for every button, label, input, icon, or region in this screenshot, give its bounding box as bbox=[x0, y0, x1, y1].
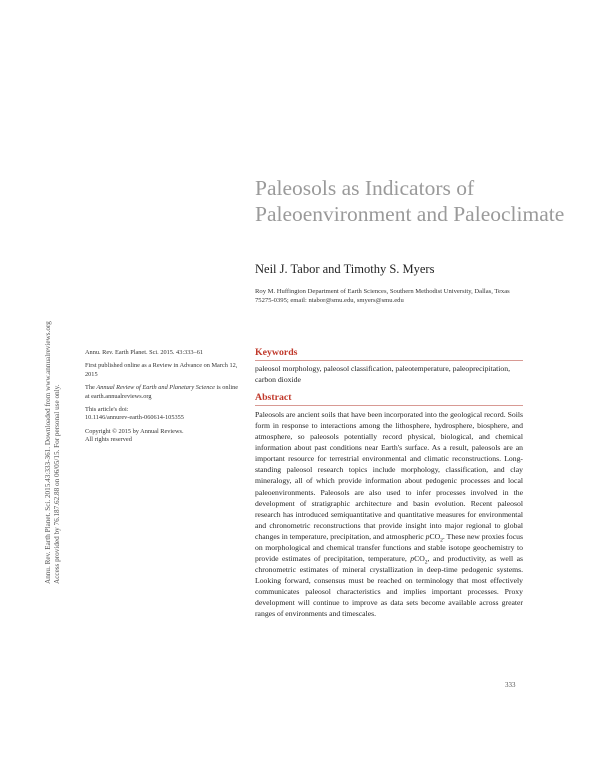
abstract-text-3: , and productivity, as well as chronometric estimates of mineral crystallization in deep-time pedogenic systems. Looking forward, consensus must be reached on terminology that most effectively communicates paleosol characteristics and implies important processes. Proxy development will continue to improve as data sets become available across greater ranges of environments and timescales. bbox=[255, 554, 523, 619]
journal-prefix: The bbox=[85, 384, 97, 392]
abstract-divider bbox=[255, 405, 523, 406]
article-authors: Neil J. Tabor and Timothy S. Myers bbox=[255, 262, 435, 276]
download-notice-line-2: Access provided by 76.187.62.88 on 06/05/15. For personal use only. bbox=[53, 384, 62, 584]
author-affiliation: Roy M. Huffington Department of Earth Sciences, Southern Methodist University, Dallas, Texas 75275-0395; email: ntabor@smu.edu, smyers@smu.edu bbox=[255, 288, 510, 304]
abstract-heading: Abstract bbox=[255, 392, 292, 403]
download-notice bbox=[44, 244, 80, 584]
keywords-heading: Keywords bbox=[255, 347, 298, 358]
abstract-sub-1: 2 bbox=[440, 537, 443, 544]
abstract-sub-2: 2 bbox=[424, 559, 428, 566]
journal-name: Annual Review of Earth and Planetary Science bbox=[96, 384, 215, 392]
copyright-block bbox=[85, 428, 243, 445]
article-title: Paleosols as Indicators of Paleoenvironment and Paleoclimate bbox=[255, 176, 565, 226]
article-metadata bbox=[85, 349, 243, 450]
doi: 10.1146/annurev-earth-060614-105355 bbox=[85, 414, 184, 422]
citation: Annu. Rev. Earth Planet. Sci. 2015. 43:333–61 bbox=[85, 349, 203, 356]
keywords-list: paleosol morphology, paleosol classification, paleotemperature, paleoprecipitation, carbon dioxide bbox=[255, 364, 511, 384]
abstract-co-1: CO bbox=[429, 531, 441, 541]
doi-block bbox=[85, 406, 243, 423]
abstract-p-1: p bbox=[425, 531, 430, 541]
abstract-text-1: Paleosols are ancient soils that have been incorporated into the geological record. Soils form in response to interactions among the lithosphere, hydrosphere, biosphere, and atmosphere, so paleosols potentially record physical, biological, and chemical information about past conditions near Earth's surface. As a result, paleosols are an important resource for terrestrial environmental and climatic reconstructions. Long-standing paleosol research topics include morphology, classification, and clay mineralogy, all of which provide information about pedogenic processes and local paleoenvironments. Paleosols are also used to infer processes involved in the development of stratigraphic architecture and basin evolution. Recent paleosol research has introduced semiquantitative and quantitative measures for environmental and chronometric reconstructions that provide insight into major regional to global changes in temperature, precipitation, and atmospheric bbox=[255, 410, 523, 541]
doi-label: This article's doi: bbox=[85, 406, 129, 414]
page-number: 333 bbox=[505, 681, 516, 689]
copyright: Copyright © 2015 by Annual Reviews. bbox=[85, 427, 184, 435]
journal-suffix: is online at earth.annualreviews.org bbox=[85, 384, 239, 400]
abstract-co-2: CO bbox=[414, 554, 425, 564]
abstract-p-2: p bbox=[410, 554, 415, 564]
download-notice-line-1: Annu. Rev. Earth Planet. Sci. 2015.43:333-361. Downloaded from www.annualreviews.org bbox=[44, 321, 52, 584]
journal-online-note bbox=[85, 384, 243, 401]
first-published: First published online as a Review in Advance on March 12, 2015 bbox=[85, 362, 238, 378]
abstract-body bbox=[255, 409, 523, 619]
abstract-text-2: . These new proxies focus on morphological and chemical transfer functions and stable isotope geochemistry to provide estimates of precipitation, temperature, bbox=[255, 531, 524, 564]
rights: All rights reserved bbox=[85, 436, 132, 444]
keywords-divider bbox=[255, 360, 523, 361]
